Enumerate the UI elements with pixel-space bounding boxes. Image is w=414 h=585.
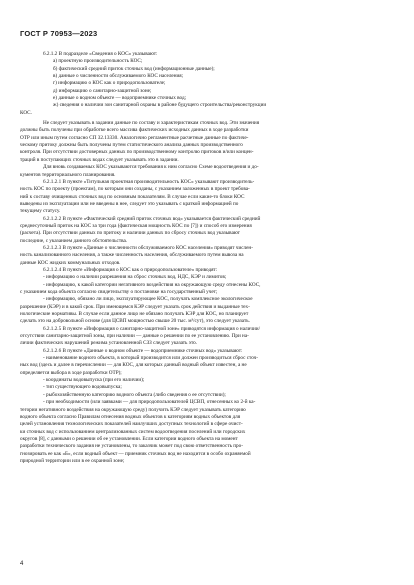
text-line: контроля. При отсутствии достоверных данных по производственному контролю притоков и/или концен- — [20, 149, 254, 156]
text-line: должны быть получены при обработке всего массива фактических исходных данных в ходе разработки — [20, 127, 249, 134]
text-line: ных вод (здесь и далее в перечислении — для КОС, для которых данный водный объект известен, а не — [20, 362, 247, 369]
text-line: текущему статусу. — [20, 208, 61, 215]
text-line: кументов территориального планирования. — [20, 171, 116, 178]
text-line: целей установления технологических показателей наилучших доступных технологий в сфере очист- — [20, 421, 243, 428]
text-line: Не следует указывать в задании данные по составу и характеристикам сточных вод. Эти значения — [43, 120, 260, 127]
text-line: ний к составу очищенных сточных вод по основным показателям. В случае если какие-то блоки КОС — [20, 193, 245, 200]
text-line: ческому притоку должны быть получены путем статистического анализа данных производственного — [20, 142, 243, 149]
text-line: с указанием кода объекта согласно свидетельству о постановке на государственный учет; — [20, 289, 218, 295]
text-line: а) проектную производительность КОС; — [53, 58, 143, 65]
text-line: природной территории или в ее охранной зоне; — [20, 457, 125, 464]
text-line: разрешение (КЭР) и в какой срок. При имеющемся КЭР следует указать срок действия и выданные тех- — [20, 303, 250, 310]
text-line: 6.2.1.2.1 В пункте «Титульная проектная производительность КОС» указывают производитель- — [43, 178, 255, 185]
text-line: - информацию, к какой категории негативного воздействия на окружающую среду отнесены КОС, — [43, 281, 261, 288]
text-line: - наименование водного объекта, в который производится или должен производиться сброс сточ- — [43, 355, 259, 362]
text-line: ность канализованного населения, а также численность населения, обслуживаемого путем вывоза на — [20, 252, 244, 259]
text-line: 6.2.1.2.5 В пункте «Информация о санитарно-защитной зоне» приводятся информация о наличии/ — [43, 325, 261, 332]
text-line: - информацию, обязано ли лицо, эксплуатирующее КОС, получать комплексное экологическое — [43, 296, 253, 303]
text-line: среднесуточный приток на КОС за три года (фактическая мощность КОС по [7]) и способ его измерения — [20, 222, 252, 229]
text-line: данные КОС жидких коммунальных отходов. — [20, 259, 121, 266]
text-line: водного объекта согласно Правилам отнесения водных объектов к категориям водных объектов для — [20, 413, 241, 420]
text-line: 6.2.1.2.3 В пункте «Данные о численности обслуживаемого КОС населения» приводят числен- — [43, 244, 253, 251]
text-line: ность КОС по проекту (проектам), по которым они созданы, с указанием заложенных в проект требова- — [20, 186, 250, 193]
text-line: - рыбохозяйственную категорию водного объекта (либо сведения о ее отсутствии); — [43, 391, 226, 398]
text-line: КОС. — [20, 109, 32, 116]
text-line: округов [8], с данными о решении об ее установлении. Если категории водного объекта на момент — [20, 435, 238, 442]
text-line: - координаты водовыпуска (при его наличии); — [43, 377, 145, 384]
page-number: 4 — [20, 561, 24, 567]
text-line: выведены из эксплуатации или не введены в нее, следует это указывать с краткой информацией по — [20, 200, 239, 207]
text-line: ОТР или иным путем согласно СП 32.13330. Аналогично регламентные расчетные данные по фактиче- — [20, 134, 249, 141]
text-line: е) данные о водном объекте — водоприемнике сточных вод; — [53, 95, 187, 102]
text-line: определяется выбора в ходе разработки ОТР); — [20, 369, 122, 376]
text-line: 6.2.1.2.4 В пункте «Информация о КОС как о природопользователе» приводят: — [43, 266, 218, 273]
text-line: последние, с указанием данного обстоятельства. — [20, 237, 128, 244]
text-line: д) информацию о санитарно-защитной зоне; — [53, 87, 152, 94]
text-line: 6.2.1.2 В подразделе «Сведения о КОС» указывают: — [43, 51, 158, 57]
text-line: - информацию о наличии разрешения на сброс сточных вод, НДС, КЭР и лимитов; — [43, 274, 227, 281]
text-line: личии фактических нарушений режима установленной СЗЗ следует указать это. — [20, 340, 198, 347]
text-line: б) фактический средний приток сточных вод (информационные данные); — [53, 65, 215, 72]
text-line: ж) сведения о наличии зон санитарной охраны в районе будущего строительства/реконструкции — [53, 102, 267, 109]
text-line: г) информацию о КОС как о природопользователе; — [53, 80, 166, 87]
text-line: в) данные о численности обслуживаемого КОС населения; — [53, 73, 184, 80]
text-line: - тип существующего водовыпуска; — [43, 384, 122, 391]
text-line: нологические нормативы. В случае если данное лицо не обязано получать КЭР для КОС, но планирует — [20, 311, 249, 318]
text-line: Для вновь создаваемых КОС указываются требования к ним согласно Схеме водоотведения и до- — [43, 164, 259, 171]
text-line: - при необходимости (или заявками — для природопользователей ЦСВП, отнесенных ко 2-й ка- — [43, 399, 256, 406]
text-line: разработки технического задания не установлены, то заказчик может под свою ответственность про- — [20, 443, 243, 450]
text-line: тегории негативного воздействия на окружающую среду) получить КЭР следует указывать категорию — [20, 406, 246, 413]
text-line: траций в поступающих сточных водах следует указывать это в задании. — [20, 156, 179, 163]
document-body — [20, 51, 395, 465]
document-header: ГОСТ Р 70953—2023 — [20, 29, 98, 38]
text-line: (расчета). При отсутствии данных по притоку и наличии данных по сбросу сточных вод указывают — [20, 230, 240, 237]
text-line: 6.2.1.2.2 В пункте «Фактический средний приток сточных вод» указывается фактический средний — [43, 215, 261, 222]
text-line: гнозировать ее как «Б», если водный объект — приемник сточных вод не находится в особо охраняемой — [20, 450, 251, 457]
text-line: 6.2.1.2.6 В пункте «Данные о водном объекте — водоприемнике сточных вод» указывают: — [43, 347, 243, 354]
text-line: сделать это на добровольной основе (для ЦСВП мощностью свыше 20 тыс. м³/сут), это следует указать. — [20, 318, 250, 325]
text-line: отсутствии санитарно-защитной зоны, при наличии — данные о решении по ее установлению. При на- — [20, 333, 249, 340]
text-line: ки сточных вод с использованием централизованных систем водоотведения поселений или городских — [20, 428, 246, 435]
